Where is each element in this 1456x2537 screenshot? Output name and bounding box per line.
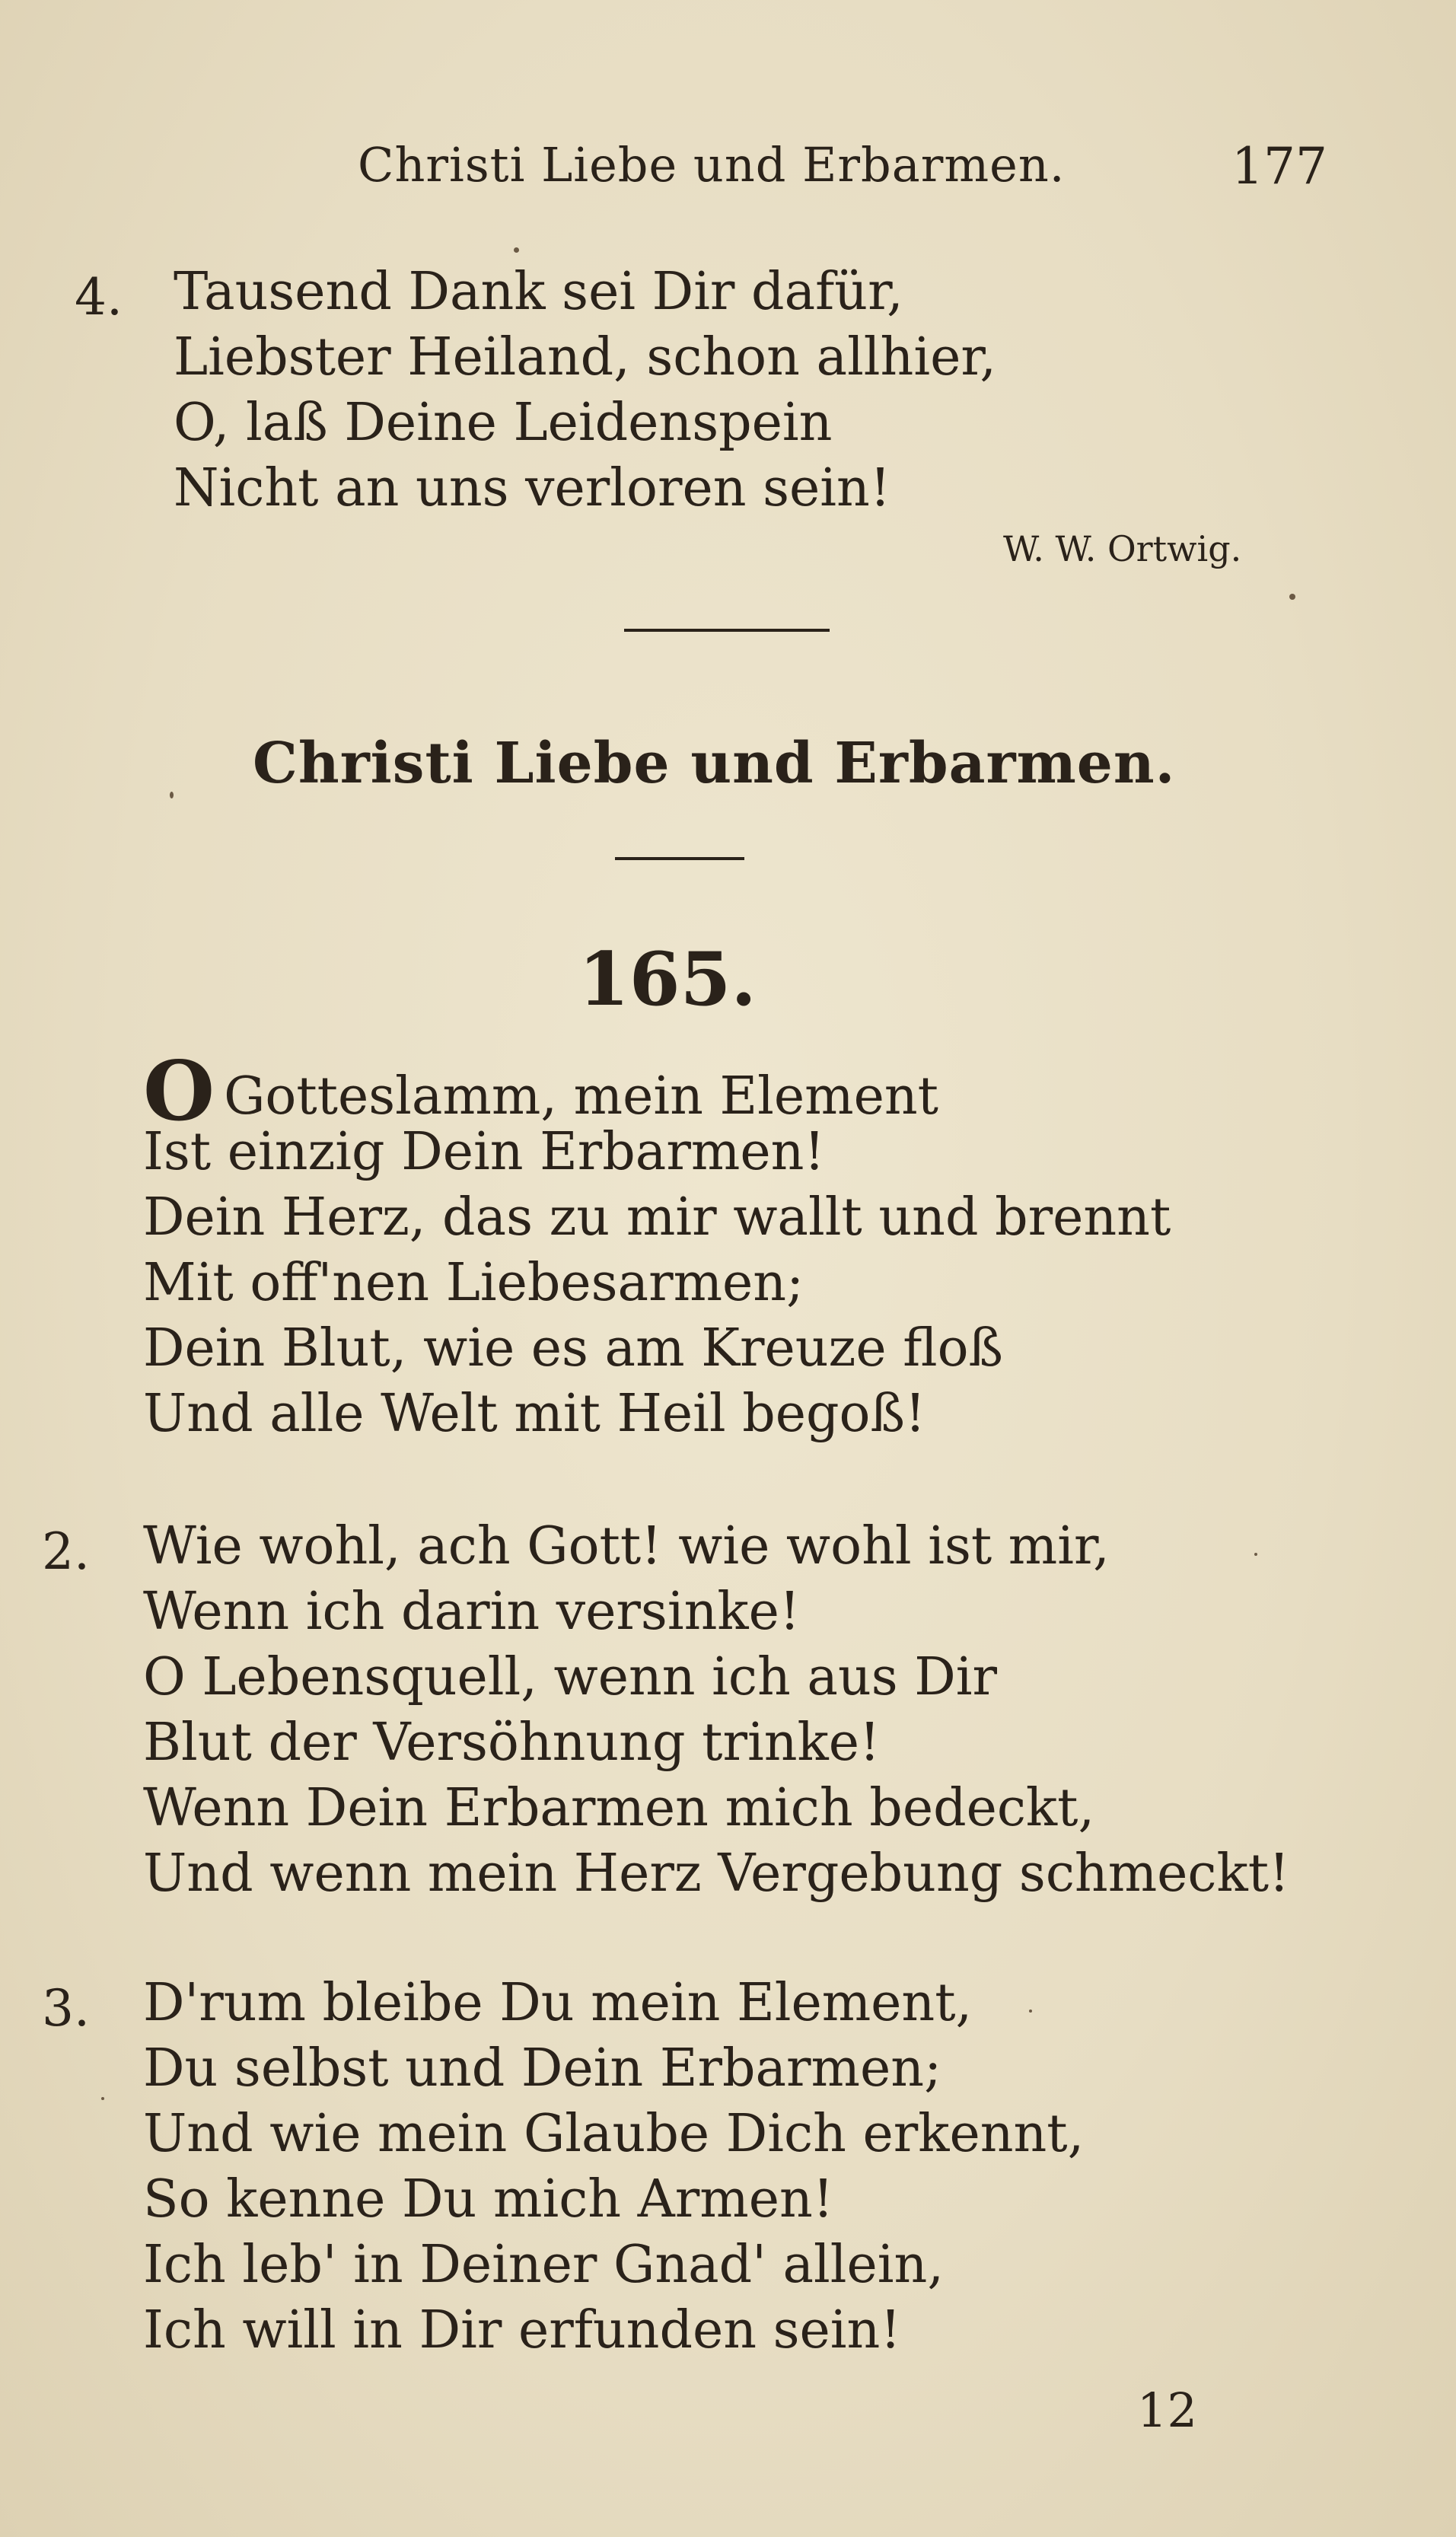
verse-line: Wenn Dein Erbarmen mich bedeckt, <box>143 1778 1095 1838</box>
verse-line: Und wie mein Glaube Dich erkennt, <box>143 2104 1085 2164</box>
verse-line: O, laß Deine Leidenspein <box>174 393 833 453</box>
verse-line: Ich leb' in Deiner Gnad' allein, <box>143 2235 944 2295</box>
divider-rule <box>615 857 744 860</box>
verse-line: Ich will in Dir erfunden sein! <box>143 2300 901 2360</box>
verse-line: Wie wohl, ach Gott! wie wohl ist mir, <box>143 1516 1110 1576</box>
verse-line: Dein Herz, das zu mir wallt und brennt <box>143 1187 1171 1248</box>
verse-line: Wenn ich darin versinke! <box>143 1582 801 1642</box>
verse-line-text: Gotteslamm, mein Element <box>224 1066 938 1127</box>
verse-line: Ist einzig Dein Erbarmen! <box>143 1122 825 1182</box>
paper-speck <box>1254 1553 1257 1556</box>
signature-mark: 12 <box>1137 2382 1197 2438</box>
page-number: 177 <box>1231 137 1327 196</box>
verse-number: 4. <box>75 268 123 327</box>
paper-speck <box>101 2097 104 2100</box>
divider-rule <box>624 629 830 632</box>
verse-line: Du selbst und Dein Erbarmen; <box>143 2038 941 2099</box>
running-title: Christi Liebe und Erbarmen. <box>358 137 1066 193</box>
drop-cap: O <box>143 1044 215 1139</box>
verse-line: O Lebensquell, wenn ich aus Dir <box>143 1647 998 1707</box>
verse-line: Tausend Dank sei Dir dafür, <box>174 262 903 322</box>
verse-line: Dein Blut, wie es am Kreuze floß <box>143 1318 1003 1378</box>
verse-line: Mit off'nen Liebesarmen; <box>143 1253 804 1313</box>
paper-speck <box>514 247 519 253</box>
verse-line: D'rum bleibe Du mein Element, <box>143 1973 973 2033</box>
verse-line: Und wenn mein Herz Vergebung schmeckt! <box>143 1844 1290 1904</box>
verse-line: Und alle Welt mit Heil begoß! <box>143 1384 926 1444</box>
verse-line: Blut der Versöhnung trinke! <box>143 1713 881 1773</box>
verse-number: 2. <box>42 1522 90 1581</box>
verse-line: Nicht an uns verloren sein! <box>174 458 891 518</box>
paper-speck <box>1289 594 1295 600</box>
verse-number: 3. <box>42 1979 90 2038</box>
paper-speck <box>1029 2010 1032 2013</box>
section-title: Christi Liebe und Erbarmen. <box>253 731 1176 796</box>
verse-line-first <box>143 1044 938 1139</box>
author-attribution: W. W. Ortwig. <box>1003 528 1242 569</box>
verse-line: So kenne Du mich Armen! <box>143 2169 834 2229</box>
verse-line: Liebster Heiland, schon allhier, <box>174 327 996 387</box>
paper-speck <box>170 792 174 798</box>
hymn-number: 165. <box>578 936 757 1022</box>
